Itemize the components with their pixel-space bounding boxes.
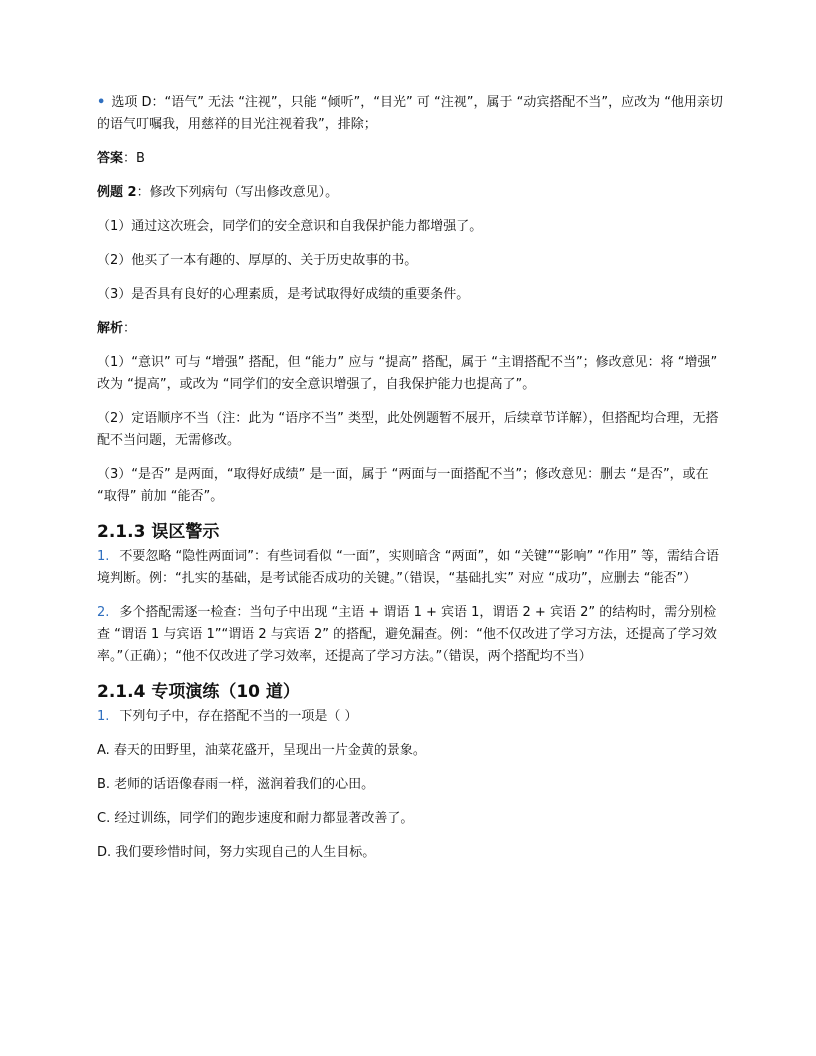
option-d-bullet-paragraph xyxy=(97,92,723,136)
bullet-dot-icon: • xyxy=(97,95,106,110)
document-body xyxy=(97,92,723,876)
analysis-item-2: （2）定语顺序不当（注：此为 “语序不当” 类型，此处例题暂不展开，后续章节详解），但搭配均合理，无搭配不当问题，无需修改。 xyxy=(97,411,719,448)
practice-question-1 xyxy=(97,706,723,728)
example-2-item-2: （2）他买了一本有趣的、厚厚的、关于历史故事的书。 xyxy=(97,253,418,268)
analysis-colon: ： xyxy=(123,321,137,336)
example-2-prompt: ：修改下列病句（写出修改意见）。 xyxy=(136,185,339,200)
section-213-title: 2.1.3 误区警示 xyxy=(97,522,220,542)
option-c: C. 经过训练，同学们的跑步速度和耐力都显著改善了。 xyxy=(97,811,414,826)
analysis-item-3: （3）“是否” 是两面，“取得好成绩” 是一面，属于 “两面与一面搭配不当”；修改意见：删去 “是否”，或在 “取得” 前加 “能否”。 xyxy=(97,467,709,504)
answer-label: 答案 xyxy=(97,151,124,166)
example-2-item-1: （1）通过这次班会，同学们的安全意识和自我保护能力都增强了。 xyxy=(97,219,483,234)
analysis-label: 解析 xyxy=(97,321,124,336)
example-2-item-3: （3）是否具有良好的心理素质，是考试取得好成绩的重要条件。 xyxy=(97,287,470,302)
option-a: A. 春天的田野里，油菜花盛开，呈现出一片金黄的景象。 xyxy=(97,743,426,758)
answer-value: ：B xyxy=(123,151,145,166)
option-b: B. 老师的话语像春雨一样，滋润着我们的心田。 xyxy=(97,777,375,792)
analysis-heading xyxy=(97,318,723,340)
warning-item-2-number: 2. xyxy=(97,605,110,620)
warning-item-1 xyxy=(97,546,723,590)
practice-question-1-number: 1. xyxy=(97,709,110,724)
warning-item-1-text: 不要忽略 “隐性两面词”：有些词看似 “一面”，实则暗含 “两面”，如 “关键”“影响” “作用” 等，需结合语境判断。例：“扎实的基础，是考试能否成功的关键。”（错误，“基础扎实” 对应 “成功”，应删去 “能否”） xyxy=(97,549,720,586)
practice-question-1-text: 下列句子中，存在搭配不当的一项是（ ） xyxy=(119,709,358,724)
analysis-item-1: （1）“意识” 可与 “增强” 搭配，但 “能力” 应与 “提高” 搭配，属于 “主谓搭配不当”；修改意见：将 “增强” 改为 “提高”，或改为 “同学们的安全意识增强了，自我保护能力也提高了”。 xyxy=(97,355,718,392)
example-2-heading xyxy=(97,182,723,204)
example-2-label: 例题 2 xyxy=(97,185,137,200)
option-d: D. 我们要珍惜时间，努力实现自己的人生目标。 xyxy=(97,845,376,860)
answer-line xyxy=(97,148,723,170)
warning-item-2-text: 多个搭配需逐一检查：当句子中出现 “主语 + 谓语 1 + 宾语 1，谓语 2 + 宾语 2” 的结构时，需分别检查 “谓语 1 与宾语 1”“谓语 2 与宾语 2” 的搭配，避免漏查。例：“他不仅改进了学习方法，还提高了学习效率。”（正确）；“他不仅改进了学习效率，还提高了学习方法。”（错误，两个搭配均不当） xyxy=(97,605,717,664)
warning-item-1-number: 1. xyxy=(97,549,110,564)
option-d-text: 选项 D：“语气” 无法 “注视”，只能 “倾听”，“目光” 可 “注视”，属于 “动宾搭配不当”，应改为 “他用亲切的语气叮嘱我，用慈祥的目光注视着我”，排除； xyxy=(97,95,723,132)
warning-item-2 xyxy=(97,602,723,668)
section-214-title: 2.1.4 专项演练（10 道） xyxy=(97,682,300,702)
